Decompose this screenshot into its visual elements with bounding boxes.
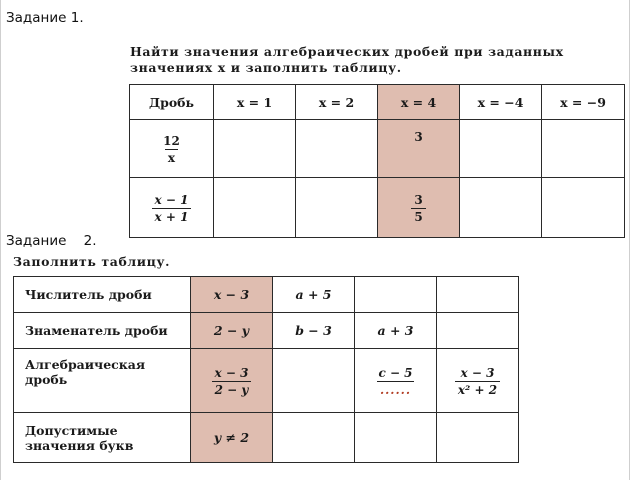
fraction-value-1 — [191, 349, 273, 413]
fraction-denominator: 2 − y — [212, 381, 252, 397]
fraction-denominator: x² + 2 — [455, 381, 500, 397]
fraction-denominator-blank: ...... — [377, 381, 414, 397]
fraction-row — [14, 349, 519, 413]
answer-cell[interactable] — [437, 313, 519, 349]
answer-cell[interactable] — [437, 277, 519, 313]
answer-cell-x4: 3 — [378, 120, 460, 178]
denominator-value-3: a + 3 — [355, 313, 437, 349]
fraction-value-3 — [355, 349, 437, 413]
task1-row-1 — [130, 120, 625, 178]
answer-cell[interactable] — [460, 120, 542, 178]
fraction-cell — [130, 178, 214, 238]
fraction-12-over-x — [160, 134, 183, 165]
task1-table — [129, 84, 625, 238]
task2-table — [13, 276, 519, 463]
fraction-numerator: c − 5 — [378, 365, 413, 380]
header-x1: x = 1 — [214, 85, 296, 120]
fraction-numerator: x − 3 — [214, 365, 249, 380]
answer-cell[interactable] — [542, 178, 625, 238]
numerator-value-1: x − 3 — [191, 277, 273, 313]
header-xm9: x = −9 — [542, 85, 625, 120]
denominator-value-2: b − 3 — [273, 313, 355, 349]
numerator-row — [14, 277, 519, 313]
task2-heading: Задание 2. — [6, 233, 97, 249]
answer-cell[interactable] — [355, 413, 437, 463]
fraction-x-3-over-2-y — [212, 366, 252, 397]
allowed-values-row — [14, 413, 519, 463]
fraction-label: Алгебраическая дробь — [14, 349, 191, 413]
answer-cell[interactable] — [542, 120, 625, 178]
answer-cell[interactable] — [273, 349, 355, 413]
fraction-x-3-over-x2-2 — [455, 366, 500, 397]
allowed-values-label: Допустимые значения букв — [14, 413, 191, 463]
answer-cell-x4 — [378, 178, 460, 238]
fraction-value-4 — [437, 349, 519, 413]
answer-cell[interactable] — [273, 413, 355, 463]
denominator-row — [14, 313, 519, 349]
answer-cell[interactable] — [437, 413, 519, 463]
task1-header-row — [130, 85, 625, 120]
fraction-numerator: x − 3 — [460, 365, 495, 380]
header-fraction: Дробь — [130, 85, 214, 120]
task1-row-2 — [130, 178, 625, 238]
allowed-value-1: y ≠ 2 — [191, 413, 273, 463]
task1-heading: Задание 1. — [6, 10, 84, 26]
denominator-value-1: 2 − y — [191, 313, 273, 349]
numerator-value-2: a + 5 — [273, 277, 355, 313]
fraction-cell — [130, 120, 214, 178]
answer-cell[interactable] — [460, 178, 542, 238]
answer-cell[interactable] — [355, 277, 437, 313]
fraction-denominator: x + 1 — [152, 208, 192, 224]
fraction-c-5-over-blank — [375, 366, 415, 397]
header-x4: x = 4 — [378, 85, 460, 120]
task2-instruction: Заполнить таблицу. — [13, 254, 171, 269]
fraction-denominator: 5 — [411, 208, 425, 224]
task1-instruction: Найти значения алгебраических дробей при заданных значениях x и заполнить таблицу. — [130, 44, 564, 75]
answer-cell[interactable] — [296, 120, 378, 178]
fraction-numerator: x − 1 — [154, 192, 189, 207]
header-xm4: x = −4 — [460, 85, 542, 120]
fraction-denominator: x — [165, 149, 178, 165]
denominator-label: Знаменатель дроби — [14, 313, 191, 349]
header-x2: x = 2 — [296, 85, 378, 120]
fraction-3-over-5 — [411, 193, 425, 224]
fraction-numerator: 3 — [414, 192, 423, 207]
fraction-x-minus-1-over-x-plus-1 — [152, 193, 192, 224]
numerator-label: Числитель дроби — [14, 277, 191, 313]
answer-cell[interactable] — [296, 178, 378, 238]
fraction-numerator: 12 — [163, 133, 180, 148]
answer-cell[interactable] — [214, 120, 296, 178]
answer-cell[interactable] — [214, 178, 296, 238]
